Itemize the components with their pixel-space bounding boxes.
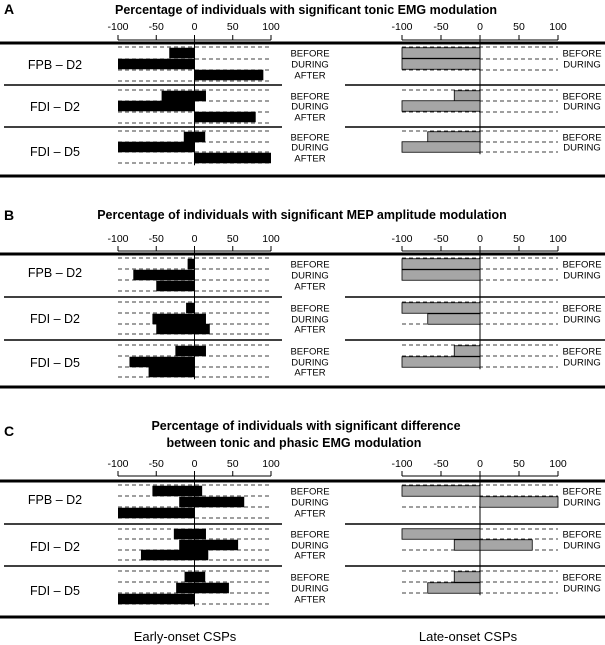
bar-c-1-fpb-d2-during-0	[480, 497, 558, 508]
bar-c-0-fdi-d2-after-0	[141, 550, 195, 561]
bar-b-0-fdi-d2-after-1	[195, 324, 210, 335]
bar-c-0-fpb-d2-before-0	[152, 486, 194, 497]
panel-b	[0, 207, 605, 387]
bar-b-1-fpb-d2-during-0	[402, 270, 480, 281]
phase-label-b-0-fdi-d5-before: BEFORE	[290, 346, 330, 358]
bar-a-1-fdi-d2-during-0	[402, 101, 480, 112]
bar-a-0-fdi-d2-before-0	[162, 91, 195, 102]
x-tick-label-a-0-0: 0	[191, 21, 198, 33]
x-tick-label-a-1-50: -50	[433, 21, 449, 33]
bar-a-1-fpb-d2-during-0	[402, 59, 480, 70]
phase-label-a-0-fdi-d5-during: DURING	[291, 142, 329, 154]
group-fdi-d5-a-0	[30, 131, 330, 165]
bar-b-1-fdi-d5-during-0	[402, 357, 480, 368]
group-label-fdi-d2-a: FDI – D2	[29, 100, 81, 114]
group-fdi-d2-c-0	[4, 529, 330, 566]
phase-label-a-1-fdi-d2-before: BEFORE	[562, 91, 602, 103]
bar-c-0-fdi-d2-before-1	[195, 529, 206, 540]
bar-c-0-fpb-d2-during-1	[195, 497, 245, 508]
bar-c-0-fdi-d2-during-1	[195, 540, 239, 551]
bar-a-0-fdi-d5-during-0	[118, 142, 195, 153]
bar-c-1-fdi-d2-before-0	[402, 529, 480, 540]
group-fpb-d2-c-1	[345, 485, 605, 524]
bar-a-0-fdi-d5-before-1	[195, 132, 206, 143]
phase-label-c-1-fpb-d2-before: BEFORE	[562, 486, 602, 498]
group-fdi-d5-c-0	[30, 571, 330, 606]
column-late-onset-csps-c	[345, 458, 605, 595]
phase-label-c-1-fdi-d2-during: DURING	[563, 540, 601, 552]
phase-label-c-0-fdi-d5-during: DURING	[291, 583, 329, 595]
bar-b-1-fdi-d5-before-0	[454, 346, 480, 357]
phase-label-a-1-fdi-d5-before: BEFORE	[562, 132, 602, 144]
x-tick-label-c-0-50: -50	[148, 458, 164, 470]
bar-a-0-fpb-d2-after-0	[195, 70, 264, 81]
bar-b-0-fdi-d5-before-1	[195, 346, 206, 357]
x-tick-label-c-1-100: -100	[391, 458, 413, 470]
bar-b-0-fpb-d2-after-0	[156, 281, 194, 292]
phase-label-b-0-fpb-d2-before: BEFORE	[290, 259, 330, 271]
phase-label-b-1-fdi-d5-before: BEFORE	[562, 346, 602, 358]
bar-c-0-fdi-d2-before-0	[174, 529, 195, 540]
x-tick-label-a-0-50: -50	[148, 21, 164, 33]
bar-b-0-fdi-d2-during-1	[195, 314, 206, 325]
x-tick-label-b-1-50: 50	[513, 233, 525, 245]
bar-c-0-fpb-d2-before-1	[195, 486, 203, 497]
phase-label-c-0-fpb-d2-after: AFTER	[294, 508, 326, 520]
phase-label-a-1-fpb-d2-before: BEFORE	[562, 48, 602, 60]
group-fdi-d2-b-0	[4, 302, 330, 340]
phase-label-c-0-fpb-d2-before: BEFORE	[290, 486, 330, 498]
group-fpb-d2-a-0	[4, 47, 330, 85]
panel-title-c-line-2: between tonic and phasic EMG modulation	[166, 436, 422, 450]
bar-c-0-fdi-d5-during-1	[195, 583, 229, 594]
x-tick-label-b-0-100: 100	[262, 233, 280, 245]
x-tick-label-b-0-50: 50	[226, 233, 239, 245]
bar-c-0-fpb-d2-during-0	[179, 497, 194, 508]
group-label-fdi-d2-c: FDI – D2	[29, 540, 81, 554]
phase-label-b-1-fdi-d2-during: DURING	[563, 314, 601, 326]
group-fpb-d2-c-0	[4, 485, 330, 524]
bar-a-1-fpb-d2-before-0	[402, 48, 480, 59]
bar-a-1-fdi-d5-before-0	[428, 132, 480, 143]
phase-label-b-1-fpb-d2-before: BEFORE	[562, 259, 602, 271]
panels	[0, 1, 605, 617]
x-tick-label-c-0-100: 100	[262, 458, 280, 470]
panel-title-c-line-1: Percentage of individuals with significant difference	[151, 419, 461, 433]
x-tick-label-a-1-50: 50	[513, 21, 525, 33]
phase-label-c-0-fpb-d2-during: DURING	[291, 497, 329, 509]
x-tick-label-c-0-100: -100	[107, 458, 129, 470]
bar-a-0-fpb-d2-during-0	[118, 59, 195, 70]
bar-c-1-fpb-d2-before-0	[402, 486, 480, 497]
bar-c-1-fdi-d2-during-0	[454, 540, 480, 551]
phase-label-c-0-fdi-d2-before: BEFORE	[290, 529, 330, 541]
x-tick-label-a-1-100: 100	[549, 21, 567, 33]
phase-label-c-0-fdi-d2-after: AFTER	[294, 550, 326, 562]
group-label-fpb-d2-a: FPB – D2	[27, 58, 83, 72]
phase-label-b-0-fdi-d5-during: DURING	[291, 357, 329, 369]
group-fpb-d2-b-1	[345, 258, 605, 297]
footer-label-late: Late-onset CSPs	[418, 629, 518, 644]
x-tick-label-c-1-100: 100	[549, 458, 567, 470]
group-fdi-d2-a-0	[4, 90, 330, 127]
panel-c	[0, 419, 605, 617]
x-tick-label-a-0-100: 100	[262, 21, 280, 33]
x-tick-label-b-1-100: 100	[549, 233, 567, 245]
group-label-fdi-d5-b: FDI – D5	[29, 356, 81, 370]
panel-title-b: Percentage of individuals with significant MEP amplitude modulation	[97, 208, 507, 222]
bar-b-0-fdi-d5-before-0	[175, 346, 194, 357]
phase-label-b-0-fpb-d2-during: DURING	[291, 270, 329, 282]
panel-letter-a: A	[4, 1, 15, 17]
phase-label-a-0-fpb-d2-during: DURING	[291, 59, 329, 71]
bar-b-0-fdi-d2-during-0	[152, 314, 194, 325]
group-label-fdi-d5-c: FDI – D5	[29, 584, 81, 598]
bar-c-0-fdi-d2-during-0	[179, 540, 194, 551]
bar-a-0-fdi-d2-after-0	[195, 112, 256, 123]
group-fdi-d2-c-1	[345, 529, 605, 566]
group-label-fdi-d5-a: FDI – D5	[29, 145, 81, 159]
bar-c-0-fpb-d2-after-0	[118, 508, 195, 519]
bar-a-0-fdi-d2-before-1	[195, 91, 206, 102]
bar-b-1-fdi-d2-during-0	[428, 314, 480, 325]
phase-label-a-0-fdi-d5-after: AFTER	[294, 153, 326, 165]
bar-c-0-fdi-d5-during-0	[176, 583, 194, 594]
x-tick-label-c-1-0: 0	[477, 458, 483, 470]
bar-a-0-fpb-d2-before-0	[169, 48, 194, 59]
bar-a-1-fdi-d2-before-0	[454, 91, 480, 102]
phase-label-c-1-fpb-d2-during: DURING	[563, 497, 601, 509]
phase-label-a-0-fpb-d2-after: AFTER	[294, 70, 326, 82]
bar-b-0-fdi-d5-during-0	[129, 357, 194, 368]
group-fdi-d2-a-1	[345, 90, 605, 127]
x-tick-label-b-0-0: 0	[191, 233, 198, 245]
bar-a-0-fdi-d2-during-0	[118, 101, 195, 112]
group-fdi-d5-b-1	[402, 345, 602, 369]
phase-label-c-1-fdi-d5-before: BEFORE	[562, 572, 602, 584]
bar-c-1-fdi-d5-during-0	[428, 583, 480, 594]
phase-label-b-1-fdi-d5-during: DURING	[563, 357, 601, 369]
bar-b-0-fpb-d2-before-0	[188, 259, 195, 270]
bar-a-0-fdi-d5-before-0	[184, 132, 195, 143]
phase-label-a-1-fpb-d2-during: DURING	[563, 59, 601, 71]
phase-label-a-0-fdi-d2-before: BEFORE	[290, 91, 330, 103]
bar-c-0-fdi-d2-after-1	[195, 550, 209, 561]
group-fdi-d5-b-0	[30, 345, 330, 379]
group-fdi-d5-a-1	[402, 131, 602, 154]
phase-label-a-0-fdi-d5-before: BEFORE	[290, 132, 330, 144]
phase-label-a-1-fdi-d2-during: DURING	[563, 101, 601, 113]
group-label-fpb-d2-c: FPB – D2	[27, 493, 83, 507]
bar-b-0-fdi-d5-after-0	[149, 367, 195, 378]
x-tick-label-b-0-100: -100	[107, 233, 129, 245]
bar-b-1-fdi-d2-before-0	[402, 303, 480, 314]
phase-label-b-1-fpb-d2-during: DURING	[563, 270, 601, 282]
phase-label-b-0-fdi-d5-after: AFTER	[294, 367, 326, 379]
panel-letter-b: B	[4, 207, 15, 223]
phase-label-c-1-fdi-d2-before: BEFORE	[562, 529, 602, 541]
footer-label-early: Early-onset CSPs	[133, 629, 237, 644]
x-tick-label-c-0-50: 50	[226, 458, 239, 470]
x-tick-label-b-1-50: -50	[433, 233, 449, 245]
group-label-fdi-d2-b: FDI – D2	[29, 312, 81, 326]
bar-c-0-fdi-d5-before-1	[195, 572, 206, 583]
x-tick-label-a-1-0: 0	[477, 21, 483, 33]
bar-b-0-fdi-d2-after-0	[156, 324, 194, 335]
phase-label-b-0-fdi-d2-before: BEFORE	[290, 303, 330, 315]
bar-b-0-fpb-d2-during-0	[133, 270, 194, 281]
phase-label-b-0-fpb-d2-after: AFTER	[294, 281, 326, 293]
panel-title-a: Percentage of individuals with significant tonic EMG modulation	[115, 3, 497, 17]
bar-c-0-fdi-d5-after-0	[118, 594, 195, 605]
group-fdi-d5-c-1	[402, 571, 602, 595]
phase-label-c-0-fdi-d5-before: BEFORE	[290, 572, 330, 584]
bar-a-0-fdi-d5-after-0	[195, 153, 272, 164]
group-fpb-d2-a-1	[345, 47, 605, 85]
panel-letter-c: C	[4, 423, 15, 439]
phase-label-a-1-fdi-d5-during: DURING	[563, 142, 601, 154]
x-tick-label-b-1-0: 0	[477, 233, 483, 245]
bar-a-1-fdi-d5-during-0	[402, 142, 480, 153]
bar-b-0-fdi-d2-before-0	[186, 303, 194, 314]
group-fdi-d2-b-1	[345, 302, 605, 340]
phase-label-c-0-fdi-d2-during: DURING	[291, 540, 329, 552]
phase-label-c-0-fdi-d5-after: AFTER	[294, 594, 326, 606]
phase-label-a-0-fdi-d2-during: DURING	[291, 101, 329, 113]
phase-label-b-0-fdi-d2-after: AFTER	[294, 324, 326, 336]
group-fpb-d2-b-0	[4, 258, 330, 297]
x-tick-label-a-0-50: 50	[226, 21, 239, 33]
group-label-fpb-d2-b: FPB – D2	[27, 266, 83, 280]
phase-label-b-0-fdi-d2-during: DURING	[291, 314, 329, 326]
x-tick-label-c-1-50: -50	[433, 458, 449, 470]
phase-label-b-1-fdi-d2-before: BEFORE	[562, 303, 602, 315]
bar-c-1-fdi-d2-during-1	[480, 540, 532, 551]
x-tick-label-a-1-100: -100	[391, 21, 413, 33]
phase-label-c-1-fdi-d5-during: DURING	[563, 583, 601, 595]
x-tick-label-c-1-50: 50	[513, 458, 525, 470]
bar-c-0-fdi-d5-before-0	[185, 572, 195, 583]
x-tick-label-a-0-100: -100	[107, 21, 129, 33]
x-tick-label-b-1-100: -100	[391, 233, 413, 245]
bar-c-1-fdi-d5-before-0	[454, 572, 480, 583]
bar-b-1-fpb-d2-before-0	[402, 259, 480, 270]
phase-label-a-0-fpb-d2-before: BEFORE	[290, 48, 330, 60]
column-late-onset-csps-a	[345, 21, 605, 154]
x-tick-label-b-0-50: -50	[148, 233, 164, 245]
panel-a	[0, 1, 605, 176]
phase-label-a-0-fdi-d2-after: AFTER	[294, 112, 326, 124]
x-tick-label-c-0-0: 0	[191, 458, 198, 470]
